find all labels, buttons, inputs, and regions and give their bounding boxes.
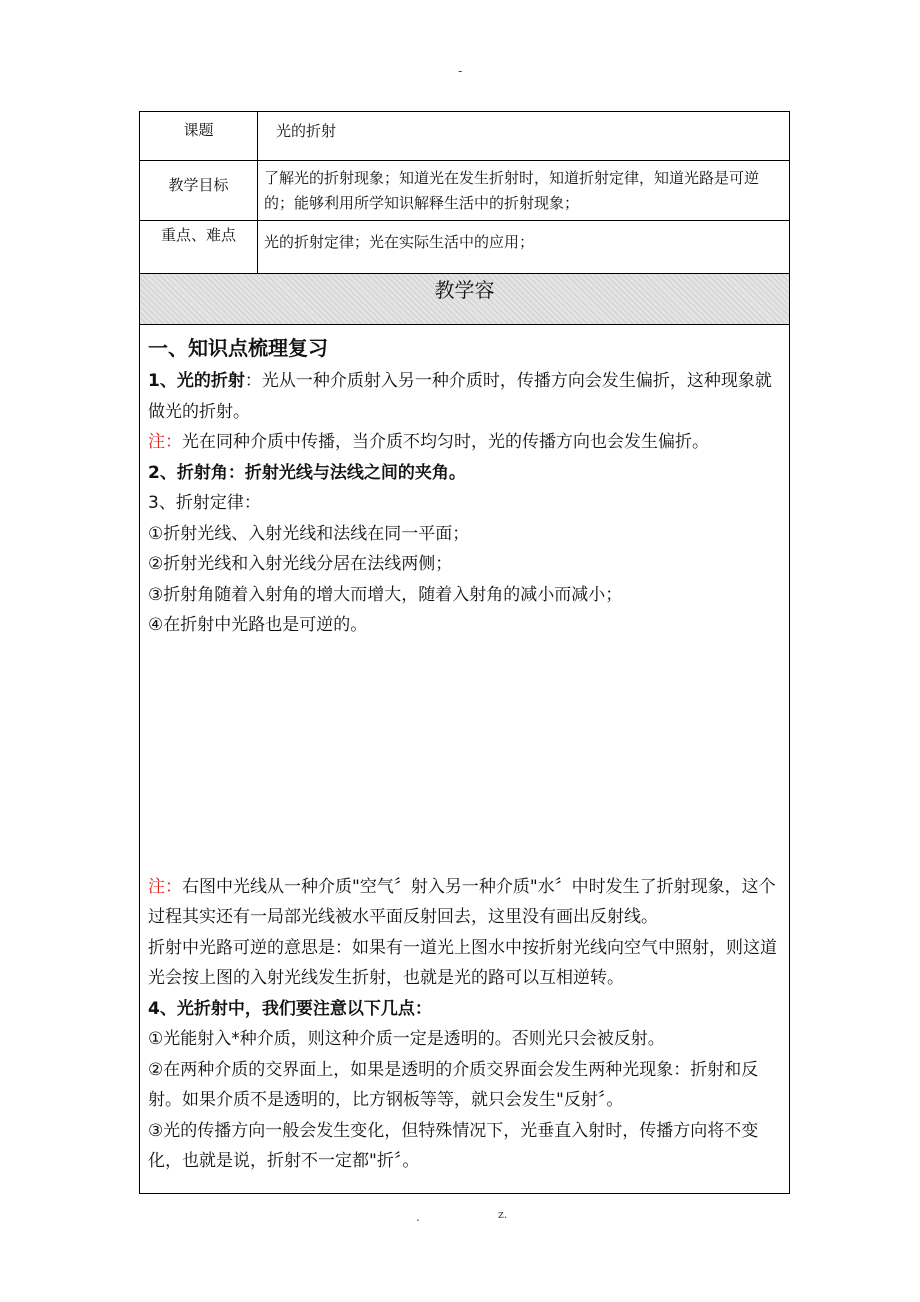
section-header-row xyxy=(140,274,790,325)
table-row-topic xyxy=(140,112,790,161)
objectives-label: 教学目标 xyxy=(168,176,229,194)
topic-label: 课题 xyxy=(183,121,214,139)
law-item: ①折射光线、入射光线和法线在同一平面； xyxy=(148,523,470,544)
law-item: ④在折射中光路也是可逆的。 xyxy=(148,615,368,635)
note-2 xyxy=(148,872,781,933)
topic-value: 光的折射 xyxy=(258,112,790,161)
item-4: 4、光折射中，我们要注意以下几点： xyxy=(148,998,432,1019)
note-2-label: 注 xyxy=(148,876,165,897)
lesson-plan-table xyxy=(139,111,790,1194)
objectives-value: 了解光的折射现象；知道光在发生折射时，知道折射定律，知道光路是可逆的；能够利用所学知识解释生活中的折射现象； xyxy=(258,161,790,221)
note-1 xyxy=(148,427,781,458)
point-item: ③光的传播方向一般会发生变化，但特殊情况下，光垂直入射时，传播方向将不变化，也就是说，折射不一定都"折〞。 xyxy=(148,1120,759,1171)
table-row-objectives xyxy=(140,161,790,221)
law-item: ②折射光线和入射光线分居在法线两侧； xyxy=(148,554,453,574)
point-item: ②在两种介质的交界面上，如果是透明的介质交界面会发生两种光现象：折射和反射。如果介质不是透明的，比方钢板等等，就只会发生"反射〞。 xyxy=(148,1059,759,1110)
law-item: ③折射角随着入射角的增大而增大，随着入射角的减小而减小； xyxy=(148,584,623,605)
point-item: ①光能射入*种介质，则这种介质一定是透明的。否则光只会被反射。 xyxy=(148,1029,665,1049)
section-title: 教学容 xyxy=(140,274,790,325)
keypoints-value: 光的折射定律；光在实际生活中的应用； xyxy=(258,221,790,274)
page-footer-mark: z. xyxy=(498,1208,508,1221)
content-heading: 一、知识点梳理复习 xyxy=(148,336,328,360)
note-1-label: 注 xyxy=(148,432,165,452)
item-3: 3、折射定律： xyxy=(148,493,261,513)
note-2-text: 右图中光线从一种介质"空气〞射入另一种介质"水〞中时发生了折射现象，这个过程其实还有一局部光线被水平面反射回去，这里没有画出反射线。 xyxy=(148,876,776,927)
note-2-colon: ： xyxy=(165,876,182,897)
item-1-text: 光从一种介质射入另一种介质时，传播方向会发生偏折，这种现象就做光的折射。 xyxy=(148,371,772,422)
page-header-mark: - xyxy=(458,64,463,78)
content-cell xyxy=(140,325,790,1194)
reversible-paragraph: 折射中光路可逆的意思是：如果有一道光上图水中按折射光线向空气中照射，则这道光会按上图的入射光线发生折射，也就是光的路可以互相逆转。 xyxy=(148,937,777,988)
table-row-keypoints xyxy=(140,221,790,274)
item-1 xyxy=(148,366,781,427)
page-footer-dot: . xyxy=(416,1210,420,1224)
item-2: 2、折射角：折射光线与法线之间的夹角。 xyxy=(148,462,466,483)
content-row xyxy=(140,325,790,1194)
keypoints-label: 重点、难点 xyxy=(160,226,236,244)
figure-space xyxy=(148,641,781,872)
note-1-colon: ： xyxy=(165,432,182,452)
note-1-text: 光在同种介质中传播，当介质不均匀时，光的传播方向也会发生偏折。 xyxy=(182,432,709,452)
item-1-colon: ： xyxy=(244,371,262,391)
item-1-term: 1、光的折射 xyxy=(148,371,245,391)
